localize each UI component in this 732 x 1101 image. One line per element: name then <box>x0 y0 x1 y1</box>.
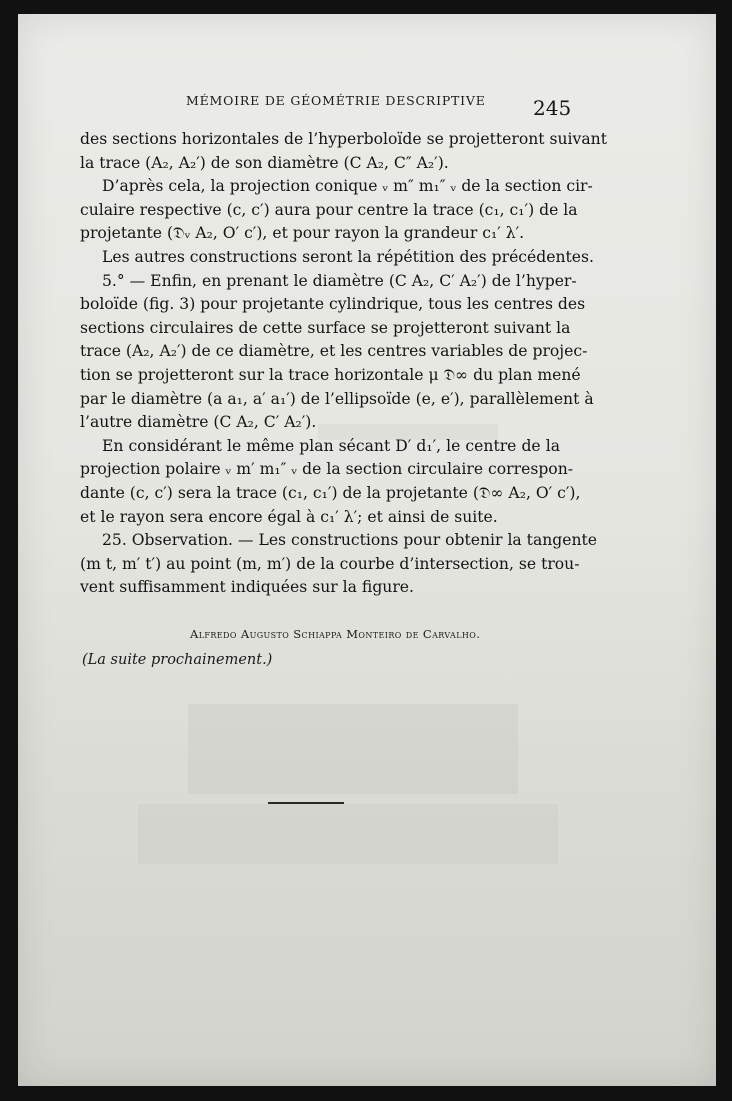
paragraph <box>80 435 581 529</box>
bleed-through-shadow <box>138 804 558 864</box>
text-line: tion se projetteront sur la trace horizontale μ 𝔇∞ du plan mené <box>80 365 581 384</box>
text-line: projetante (𝔇ᵥ A₂, O′ c′), et pour rayon la grandeur c₁′ λ′. <box>80 224 525 243</box>
text-line: projection polaire ᵥ m′ m₁″ ᵥ de la section circulaire correspon- <box>80 460 574 479</box>
text-line: et le rayon sera encore égal à c₁′ λ′; et ainsi de suite. <box>80 507 498 526</box>
page-number: 245 <box>533 96 572 120</box>
text-line: culaire respective (c, c′) aura pour centre la trace (c₁, c₁′) de la <box>80 200 578 219</box>
text-line: D’après cela, la projection conique ᵥ m″ m₁″ ᵥ de la section cir- <box>102 177 593 196</box>
text-line: vent suffisamment indiquées sur la figure. <box>80 578 414 597</box>
text-line: sections circulaires de cette surface se projetteront suivant la <box>80 318 571 337</box>
text-line: En considérant le même plan sécant D′ d₁′, le centre de la <box>102 436 560 455</box>
text-line: (m t, m′ t′) au point (m, m′) de la courbe d’intersection, se trou- <box>80 554 580 573</box>
text-line: l’autre diamètre (C A₂, C′ A₂′). <box>80 413 317 432</box>
text-line: Les autres constructions seront la répétition des précédentes. <box>102 247 594 266</box>
running-title: MÉMOIRE DE GÉOMÉTRIE DESCRIPTIVE <box>186 93 486 108</box>
text-line: boloïde (fig. 3) pour projetante cylindrique, tous les centres des <box>80 295 586 314</box>
text-line: par le diamètre (a a₁, a′ a₁′) de l’ellipsoïde (e, e′), parallèlement à <box>80 389 594 408</box>
paragraph <box>80 529 598 600</box>
paragraph <box>80 175 593 246</box>
bleed-through-shadow <box>188 704 518 794</box>
paragraph <box>80 246 594 270</box>
author-signature: Alfredo Augusto Schiappa Monteiro de Carvalho. <box>190 627 481 641</box>
continued-note: (La suite prochainement.) <box>82 652 273 668</box>
paragraph <box>80 128 607 175</box>
body-text <box>80 128 607 600</box>
text-line: 25. Observation. — Les constructions pour obtenir la tangente <box>102 531 598 550</box>
text-line: des sections horizontales de l’hyperboloïde se projetteront suivant <box>80 130 607 148</box>
text-line: 5.° — Enfin, en prenant le diamètre (C A₂, C′ A₂′) de l’hyper- <box>102 271 577 290</box>
text-line: la trace (A₂, A₂′) de son diamètre (C A₂, C″ A₂′). <box>80 153 449 172</box>
paragraph <box>80 270 594 435</box>
footnote-rule <box>268 802 344 804</box>
text-line: dante (c, c′) sera la trace (c₁, c₁′) de la projetante (𝔇∞ A₂, O′ c′), <box>80 483 581 502</box>
text-line: trace (A₂, A₂′) de ce diamètre, et les centres variables de projec- <box>80 342 588 361</box>
